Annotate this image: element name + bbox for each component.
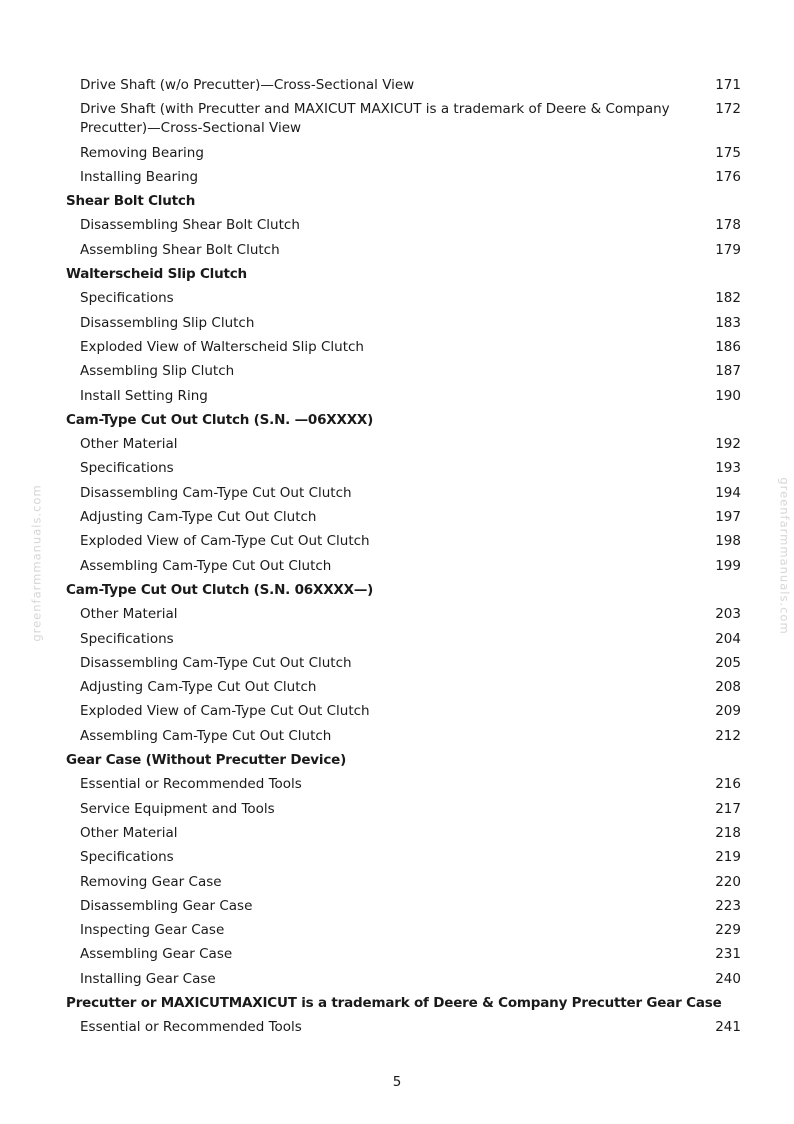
- toc-entry[interactable]: [66, 702, 742, 721]
- toc-entry[interactable]: [66, 945, 742, 964]
- toc-entry-page: 217: [715, 800, 741, 817]
- toc-entry-title: Specifications: [80, 460, 174, 477]
- toc-entry-title: Exploded View of Cam-Type Cut Out Clutch: [80, 533, 370, 550]
- toc-entry-page: 186: [715, 338, 741, 355]
- toc-entry-page: 194: [715, 484, 741, 501]
- toc-entry[interactable]: [66, 532, 742, 551]
- toc-entry-page: 197: [715, 509, 741, 526]
- toc-entry-page: 182: [715, 290, 741, 307]
- toc-entry-page: 209: [715, 703, 741, 720]
- toc-entry[interactable]: [66, 678, 742, 697]
- table-of-contents: [66, 76, 742, 1043]
- toc-entry-page: 198: [715, 533, 741, 550]
- toc-entry[interactable]: [66, 76, 742, 95]
- toc-entry[interactable]: [66, 970, 742, 989]
- toc-entry-title: Disassembling Slip Clutch: [80, 314, 255, 331]
- toc-entry-title: Assembling Cam-Type Cut Out Clutch: [80, 727, 332, 744]
- toc-section-heading: Precutter or MAXICUTMAXICUT is a trademark of Deere & Company Precutter Gear Case: [66, 994, 722, 1011]
- toc-entry-page: 208: [715, 679, 741, 696]
- toc-entry-title: Drive Shaft (with Precutter and MAXICUT MAXICUT is a trademark of Deere & Company Precutter)—Cross-Sectional View: [80, 101, 670, 137]
- toc-entry-page: 204: [715, 630, 741, 647]
- toc-entry-page: 229: [715, 922, 741, 939]
- toc-entry[interactable]: [66, 144, 742, 163]
- toc-entry[interactable]: [66, 100, 742, 138]
- toc-entry[interactable]: [66, 557, 742, 576]
- toc-entry[interactable]: [66, 921, 742, 940]
- toc-entry[interactable]: [66, 484, 742, 503]
- toc-entry[interactable]: [66, 897, 742, 916]
- toc-entry-title: Specifications: [80, 290, 174, 307]
- toc-entry-title: Disassembling Cam-Type Cut Out Clutch: [80, 484, 352, 501]
- toc-entry-title: Removing Gear Case: [80, 873, 222, 890]
- toc-entry-title: Disassembling Gear Case: [80, 897, 253, 914]
- toc-entry-title: Install Setting Ring: [80, 387, 208, 404]
- toc-entry[interactable]: [66, 1018, 742, 1037]
- toc-entry-title: Inspecting Gear Case: [80, 922, 225, 939]
- watermark-right: greenfarmmanuals.com: [777, 477, 792, 635]
- toc-entry-page: 231: [715, 946, 741, 963]
- toc-section-heading: Cam-Type Cut Out Clutch (S.N. 06XXXX—): [66, 581, 374, 598]
- toc-entry-page: 192: [715, 436, 741, 453]
- toc-entry-page: 190: [715, 387, 741, 404]
- toc-entry-page: 193: [715, 460, 741, 477]
- toc-entry[interactable]: [66, 605, 742, 624]
- toc-entry-title: Essential or Recommended Tools: [80, 1019, 302, 1036]
- toc-entry-page: 171: [715, 77, 741, 93]
- toc-entry[interactable]: [66, 459, 742, 478]
- toc-entry-title: Specifications: [80, 630, 174, 647]
- toc-entry-title: Adjusting Cam-Type Cut Out Clutch: [80, 679, 317, 696]
- toc-entry-title: Disassembling Cam-Type Cut Out Clutch: [80, 654, 352, 671]
- toc-entry[interactable]: [66, 800, 742, 819]
- toc-entry[interactable]: [66, 654, 742, 673]
- toc-entry-page: 175: [715, 144, 741, 161]
- toc-entry-title: Essential or Recommended Tools: [80, 776, 302, 793]
- toc-entry-title: Assembling Gear Case: [80, 946, 233, 963]
- toc-entry-page: 218: [715, 824, 741, 841]
- watermark-left: greenfarmmanuals.com: [29, 484, 44, 642]
- toc-entry-title: Assembling Shear Bolt Clutch: [80, 241, 280, 258]
- toc-section-heading: Walterscheid Slip Clutch: [66, 266, 247, 283]
- toc-section-heading: Cam-Type Cut Out Clutch (S.N. —06XXXX): [66, 411, 374, 428]
- toc-entry-page: 199: [715, 557, 741, 574]
- toc-entry[interactable]: [66, 314, 742, 333]
- toc-entry-title: Other Material: [80, 436, 178, 453]
- toc-entry[interactable]: [66, 216, 742, 235]
- toc-entry-page: 241: [715, 1019, 741, 1036]
- toc-entry[interactable]: [66, 848, 742, 867]
- toc-section-heading: Gear Case (Without Precutter Device): [66, 752, 347, 769]
- toc-entry-page: 219: [715, 849, 741, 866]
- toc-entry[interactable]: [66, 727, 742, 746]
- toc-entry-page: 172: [715, 101, 741, 118]
- toc-entry[interactable]: [66, 873, 742, 892]
- toc-entry-title: Disassembling Shear Bolt Clutch: [80, 217, 300, 234]
- toc-entry[interactable]: [66, 168, 742, 187]
- toc-entry-title: Drive Shaft (w/o Precutter)—Cross-Sectional View: [80, 77, 415, 93]
- toc-entry-title: Assembling Cam-Type Cut Out Clutch: [80, 557, 332, 574]
- toc-entry-title: Other Material: [80, 606, 178, 623]
- toc-entry[interactable]: [66, 435, 742, 454]
- toc-entry-title: Removing Bearing: [80, 144, 204, 161]
- toc-entry-page: 178: [715, 217, 741, 234]
- toc-entry-page: 220: [715, 873, 741, 890]
- toc-entry-title: Exploded View of Cam-Type Cut Out Clutch: [80, 703, 370, 720]
- toc-entry[interactable]: [66, 630, 742, 649]
- toc-entry-page: 212: [715, 727, 741, 744]
- toc-entry[interactable]: [66, 387, 742, 406]
- toc-entry-title: Installing Bearing: [80, 168, 199, 185]
- toc-entry-page: 179: [715, 241, 741, 258]
- toc-entry[interactable]: [66, 824, 742, 843]
- toc-entry[interactable]: [66, 775, 742, 794]
- toc-entry-title: Other Material: [80, 824, 178, 841]
- toc-entry-page: 216: [715, 776, 741, 793]
- toc-entry[interactable]: [66, 241, 742, 260]
- toc-entry-title: Assembling Slip Clutch: [80, 363, 235, 380]
- toc-section-heading: Shear Bolt Clutch: [66, 193, 196, 210]
- page-number: 5: [392, 1074, 402, 1090]
- toc-entry-title: Exploded View of Walterscheid Slip Clutch: [80, 338, 364, 355]
- toc-entry-title: Specifications: [80, 849, 174, 866]
- toc-entry-title: Service Equipment and Tools: [80, 800, 275, 817]
- toc-entry-page: 240: [715, 970, 741, 987]
- toc-entry[interactable]: [66, 338, 742, 357]
- toc-entry-title: Adjusting Cam-Type Cut Out Clutch: [80, 509, 317, 526]
- toc-entry-page: 187: [715, 363, 741, 380]
- toc-entry-page: 223: [715, 897, 741, 914]
- toc-entry-title: Installing Gear Case: [80, 970, 216, 987]
- toc-entry[interactable]: [66, 289, 742, 308]
- toc-entry-page: 205: [715, 654, 741, 671]
- toc-entry-page: 183: [715, 314, 741, 331]
- toc-entry-page: 203: [715, 606, 741, 623]
- toc-entry-page: 176: [715, 168, 741, 185]
- toc-entry[interactable]: [66, 362, 742, 381]
- toc-entry[interactable]: [66, 508, 742, 527]
